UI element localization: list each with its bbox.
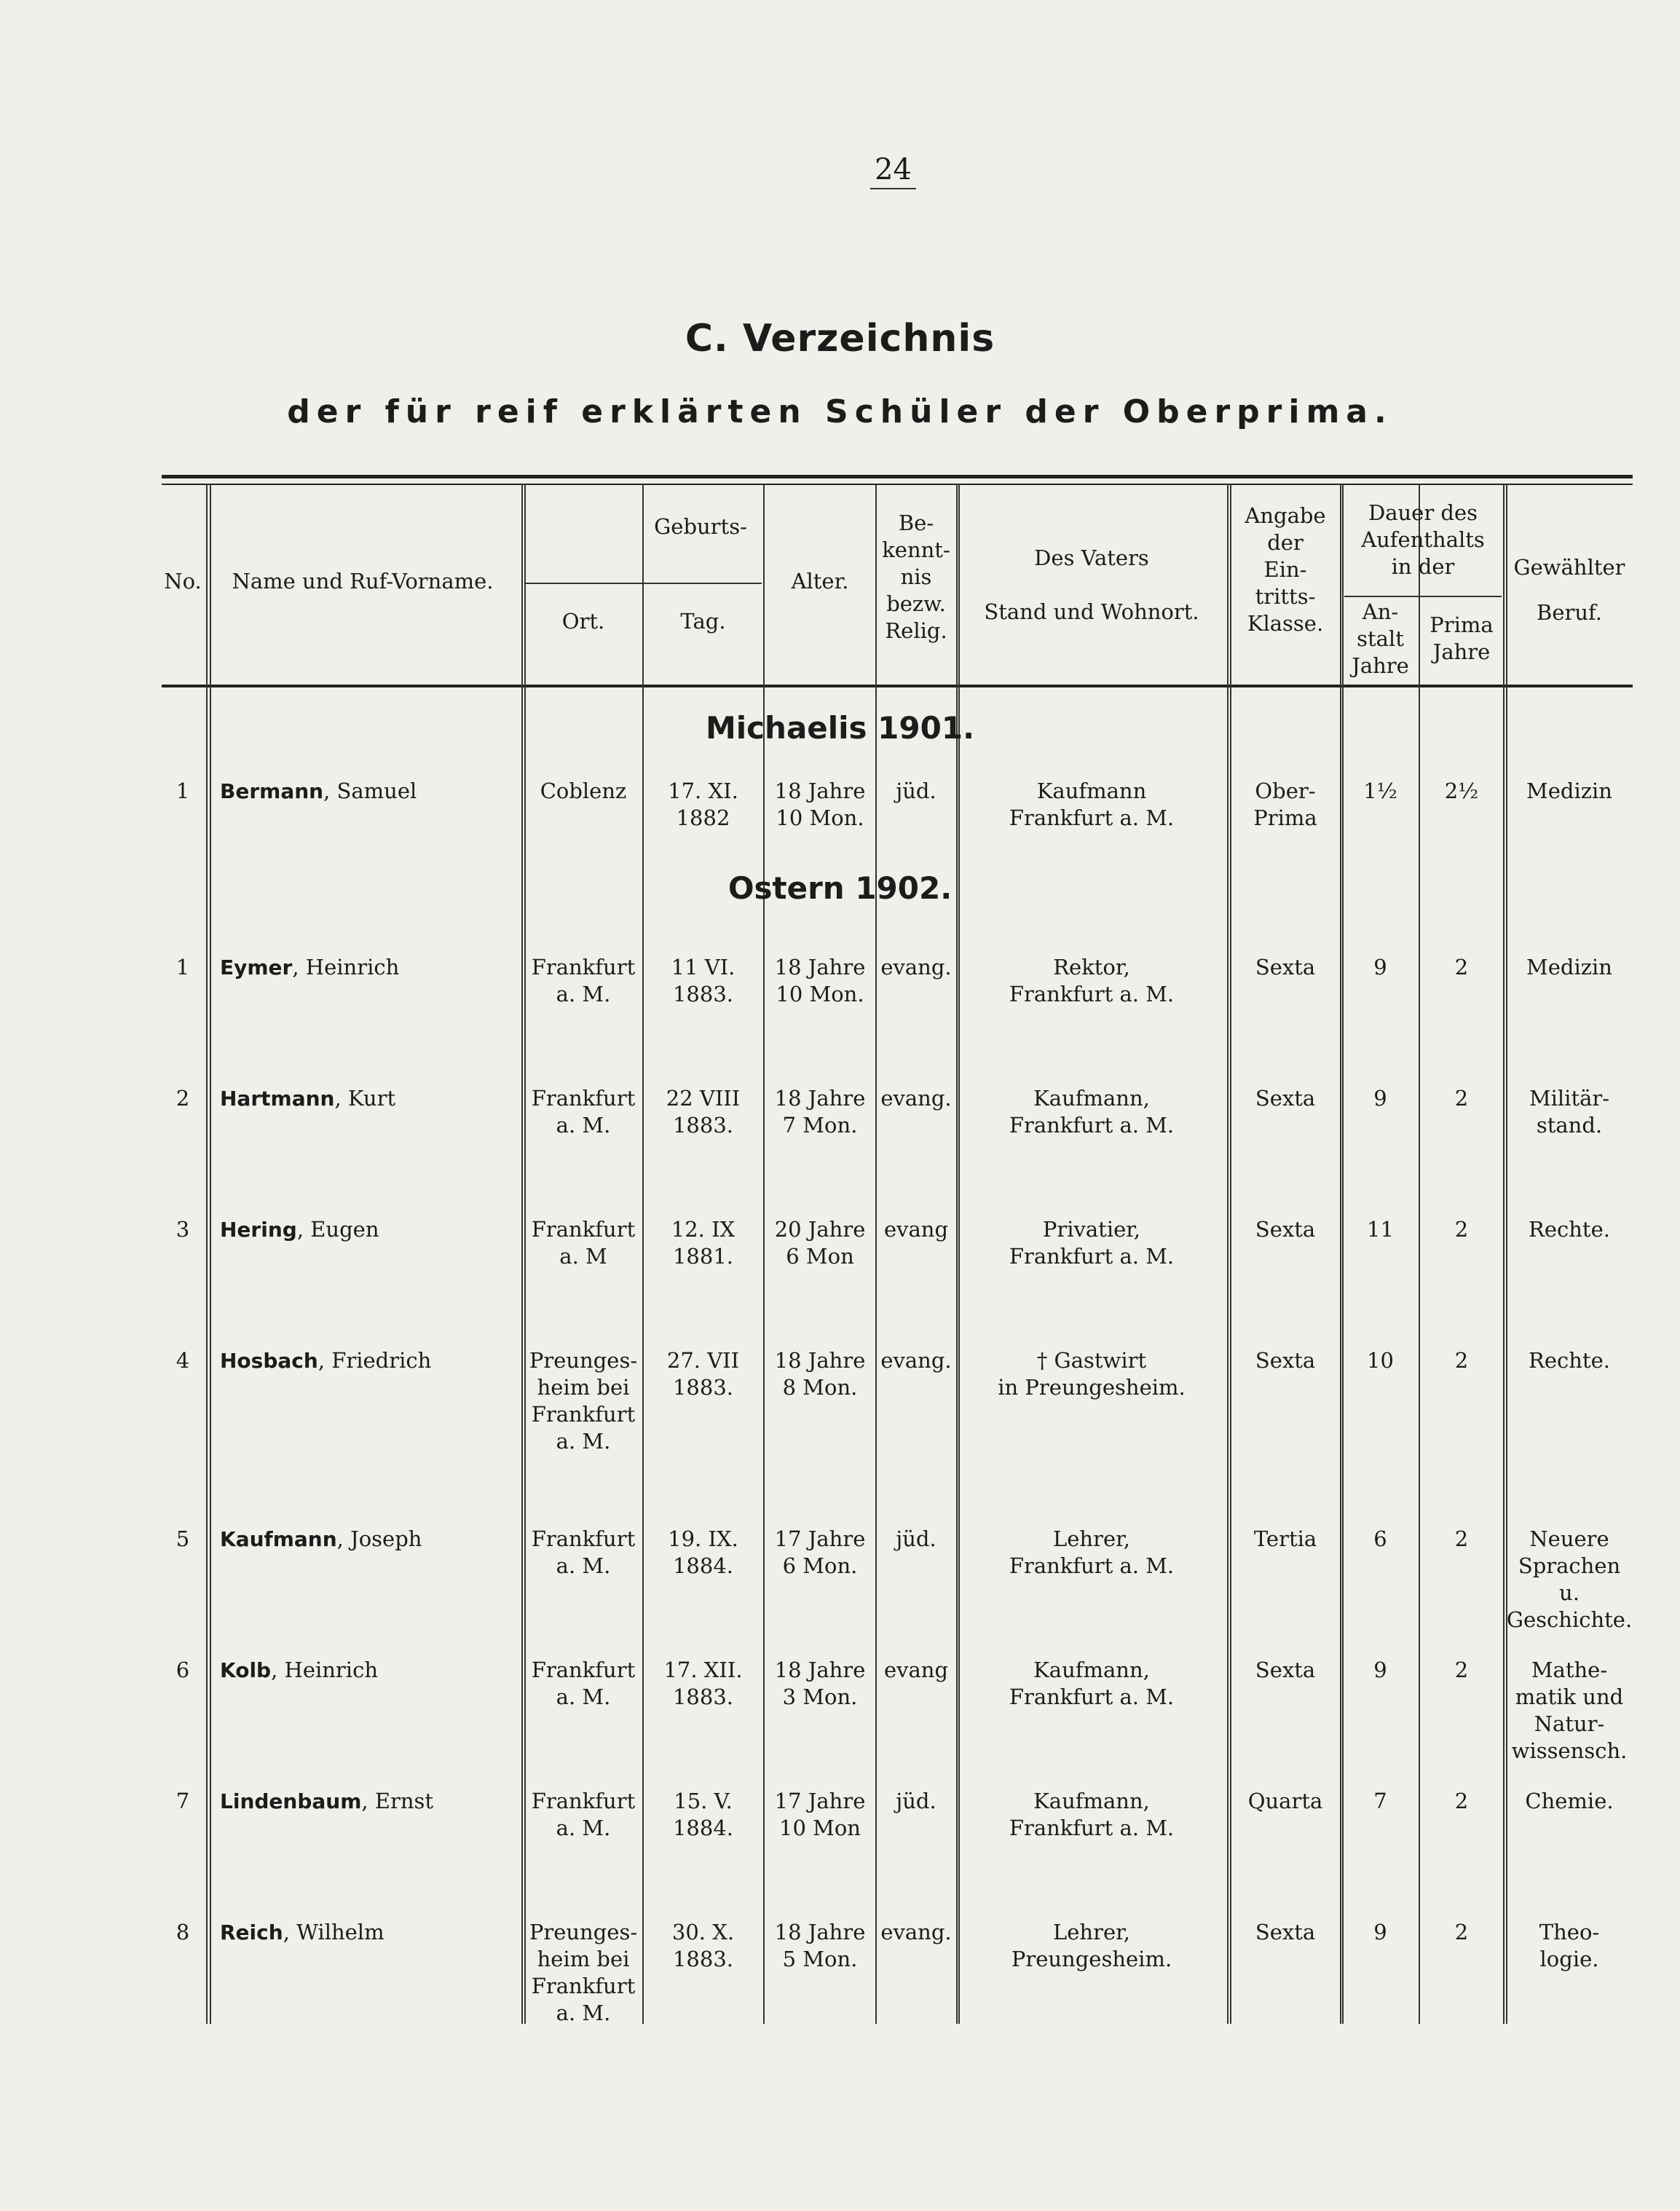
- header-prima: Prima Jahre: [1429, 612, 1494, 664]
- document-title: C. Verzeichnis: [685, 317, 995, 360]
- years-in-prima: 2: [1454, 1086, 1469, 1111]
- student-surname: Reich: [220, 1920, 283, 1944]
- chosen-profession: Chemie.: [1525, 1789, 1614, 1813]
- header-beruf: Gewählter Beruf.: [1513, 555, 1625, 625]
- religion: jüd.: [896, 779, 936, 803]
- chosen-profession: Militär- stand.: [1529, 1086, 1610, 1138]
- student-given-name: , Ernst: [361, 1789, 434, 1813]
- father-occupation: Lehrer, Preungesheim.: [1011, 1920, 1172, 1971]
- birth-place: Frankfurt a. M.: [531, 1789, 636, 1840]
- father-occupation: Privatier, Frankfurt a. M.: [1009, 1217, 1175, 1269]
- entry-class: Ober- Prima: [1253, 779, 1317, 830]
- row-number: 5: [176, 1526, 190, 1551]
- birth-place: Preunges- heim bei Frankfurt a. M.: [529, 1920, 638, 2025]
- chosen-profession: Theo- logie.: [1539, 1920, 1600, 1971]
- student-given-name: , Heinrich: [292, 955, 400, 980]
- father-occupation: † Gastwirt in Preungesheim.: [998, 1348, 1186, 1400]
- birth-place: Frankfurt a. M: [531, 1217, 636, 1269]
- student-given-name: , Wilhelm: [283, 1920, 384, 1944]
- chosen-profession: Mathe- matik und Natur- wissensch.: [1511, 1658, 1628, 1763]
- header-bekenntnis: Be- kennt- nis bezw. Relig.: [882, 511, 950, 643]
- years-at-school: 10: [1367, 1348, 1394, 1373]
- header-angabe: Angabe der Ein- tritts- Klasse.: [1245, 503, 1326, 636]
- row-number: 7: [176, 1789, 190, 1813]
- geburts-divider: [526, 583, 762, 584]
- header-geburts: Geburts-: [654, 514, 747, 539]
- student-name: [220, 778, 529, 805]
- student-name: [220, 1216, 529, 1243]
- entry-class: Sexta: [1255, 955, 1316, 980]
- age: 18 Jahre 10 Mon.: [774, 955, 866, 1006]
- years-in-prima: 2: [1454, 1348, 1469, 1373]
- father-occupation: Kaufmann, Frankfurt a. M.: [1009, 1086, 1175, 1138]
- years-in-prima: 2: [1454, 1217, 1469, 1242]
- header-name: Name und Ruf-Vorname.: [232, 569, 494, 594]
- age: 18 Jahre 5 Mon.: [774, 1920, 866, 1971]
- document-subtitle: der für reif erklärten Schüler der Oberprima.: [287, 393, 1393, 430]
- birth-date: 12. IX 1881.: [671, 1217, 736, 1269]
- row-number: 4: [176, 1348, 190, 1373]
- years-in-prima: 2½: [1444, 779, 1479, 803]
- student-name: [220, 954, 529, 981]
- chosen-profession: Rechte.: [1529, 1348, 1610, 1373]
- years-at-school: 11: [1367, 1217, 1394, 1242]
- birth-date: 15. V. 1884.: [672, 1789, 734, 1840]
- age: 18 Jahre 10 Mon.: [774, 779, 866, 830]
- religion: evang.: [880, 955, 952, 980]
- birth-place: Frankfurt a. M.: [531, 955, 636, 1006]
- student-given-name: , Kurt: [334, 1086, 396, 1111]
- religion: evang.: [880, 1086, 952, 1111]
- header-anstalt: An- stalt Jahre: [1352, 599, 1409, 678]
- student-name: [220, 1085, 529, 1112]
- age: 20 Jahre 6 Mon: [774, 1217, 866, 1269]
- birth-place: Frankfurt a. M.: [531, 1086, 636, 1138]
- header-no: No.: [164, 569, 202, 594]
- header-bottom-rule: [162, 685, 1633, 687]
- birth-date: 27. VII 1883.: [666, 1348, 740, 1400]
- birth-date: 19. IX. 1884.: [668, 1526, 738, 1578]
- student-given-name: , Samuel: [323, 779, 417, 803]
- entry-class: Quarta: [1247, 1789, 1323, 1813]
- row-number: 1: [176, 955, 190, 980]
- years-at-school: 1½: [1363, 779, 1397, 803]
- chosen-profession: Medizin: [1526, 779, 1612, 803]
- years-at-school: 9: [1373, 955, 1387, 980]
- years-in-prima: 2: [1454, 1920, 1469, 1944]
- age: 18 Jahre 7 Mon.: [774, 1086, 866, 1138]
- top-rule: [162, 475, 1633, 478]
- student-given-name: , Eugen: [296, 1217, 379, 1242]
- row-number: 3: [176, 1217, 190, 1242]
- row-number: 6: [176, 1658, 190, 1682]
- religion: jüd.: [896, 1789, 936, 1813]
- student-surname: Lindenbaum: [220, 1789, 362, 1813]
- years-at-school: 7: [1373, 1789, 1387, 1813]
- student-surname: Hartmann: [220, 1087, 335, 1111]
- student-surname: Hosbach: [220, 1349, 318, 1373]
- student-surname: Kolb: [220, 1658, 272, 1682]
- row-number: 8: [176, 1920, 190, 1944]
- father-occupation: Kaufmann Frankfurt a. M.: [1009, 779, 1175, 830]
- student-given-name: , Joseph: [336, 1526, 422, 1551]
- years-in-prima: 2: [1454, 955, 1469, 980]
- entry-class: Tertia: [1253, 1526, 1317, 1551]
- dauer-divider: [1344, 596, 1502, 597]
- student-name: [220, 1919, 529, 1946]
- birth-place: Frankfurt a. M.: [531, 1658, 636, 1709]
- student-given-name: , Heinrich: [271, 1658, 378, 1682]
- religion: evang: [883, 1658, 949, 1682]
- chosen-profession: Rechte.: [1529, 1217, 1610, 1242]
- birth-place: Coblenz: [540, 779, 627, 803]
- header-dauer: Dauer des Aufenthalts in der: [1361, 500, 1485, 579]
- student-name: [220, 1347, 529, 1374]
- birth-date: 17. XII. 1883.: [663, 1658, 743, 1709]
- student-surname: Bermann: [220, 779, 324, 803]
- page-number: 24: [870, 153, 916, 189]
- entry-class: Sexta: [1255, 1920, 1316, 1944]
- chosen-profession: Medizin: [1526, 955, 1612, 980]
- entry-class: Sexta: [1255, 1086, 1316, 1111]
- years-in-prima: 2: [1454, 1658, 1469, 1682]
- years-in-prima: 2: [1454, 1789, 1469, 1813]
- father-occupation: Kaufmann, Frankfurt a. M.: [1009, 1789, 1175, 1840]
- entry-class: Sexta: [1255, 1217, 1316, 1242]
- section-heading: Ostern 1902.: [727, 870, 953, 906]
- row-number: 1: [176, 779, 190, 803]
- age: 18 Jahre 8 Mon.: [774, 1348, 866, 1400]
- student-surname: Eymer: [220, 955, 293, 980]
- years-at-school: 9: [1373, 1086, 1387, 1111]
- religion: evang.: [880, 1920, 952, 1944]
- father-occupation: Lehrer, Frankfurt a. M.: [1009, 1526, 1175, 1578]
- religion: evang.: [880, 1348, 952, 1373]
- header-stand: Stand und Wohnort.: [984, 599, 1199, 624]
- entry-class: Sexta: [1255, 1658, 1316, 1682]
- row-number: 2: [176, 1086, 190, 1111]
- religion: evang: [883, 1217, 949, 1242]
- section-heading: Michaelis 1901.: [705, 710, 975, 746]
- age: 17 Jahre 10 Mon: [774, 1789, 866, 1840]
- header-tag: Tag.: [680, 609, 726, 634]
- header-ort: Ort.: [561, 609, 605, 634]
- years-at-school: 9: [1373, 1920, 1387, 1944]
- student-name: [220, 1788, 529, 1815]
- age: 18 Jahre 3 Mon.: [774, 1658, 866, 1709]
- birth-date: 17. XI. 1882: [668, 779, 738, 830]
- header-alter: Alter.: [791, 569, 849, 594]
- age: 17 Jahre 6 Mon.: [774, 1526, 866, 1578]
- father-occupation: Kaufmann, Frankfurt a. M.: [1009, 1658, 1175, 1709]
- chosen-profession: Neuere Sprachen u. Geschichte.: [1506, 1526, 1633, 1632]
- student-given-name: , Friedrich: [318, 1348, 432, 1373]
- student-name: [220, 1526, 529, 1553]
- student-surname: Kaufmann: [220, 1527, 337, 1551]
- student-name: [220, 1657, 529, 1684]
- entry-class: Sexta: [1255, 1348, 1316, 1373]
- years-at-school: 9: [1373, 1658, 1387, 1682]
- father-occupation: Rektor, Frankfurt a. M.: [1009, 955, 1175, 1006]
- birth-date: 11 VI. 1883.: [671, 955, 736, 1006]
- years-at-school: 6: [1373, 1526, 1387, 1551]
- birth-date: 22 VIII 1883.: [666, 1086, 741, 1138]
- birth-place: Preunges- heim bei Frankfurt a. M.: [529, 1348, 638, 1454]
- religion: jüd.: [896, 1526, 936, 1551]
- top-rule-thin: [162, 484, 1633, 485]
- years-in-prima: 2: [1454, 1526, 1469, 1551]
- birth-date: 30. X. 1883.: [671, 1920, 735, 1971]
- birth-place: Frankfurt a. M.: [531, 1526, 636, 1578]
- header-vater: Des Vaters: [1034, 545, 1149, 570]
- student-surname: Hering: [220, 1218, 297, 1242]
